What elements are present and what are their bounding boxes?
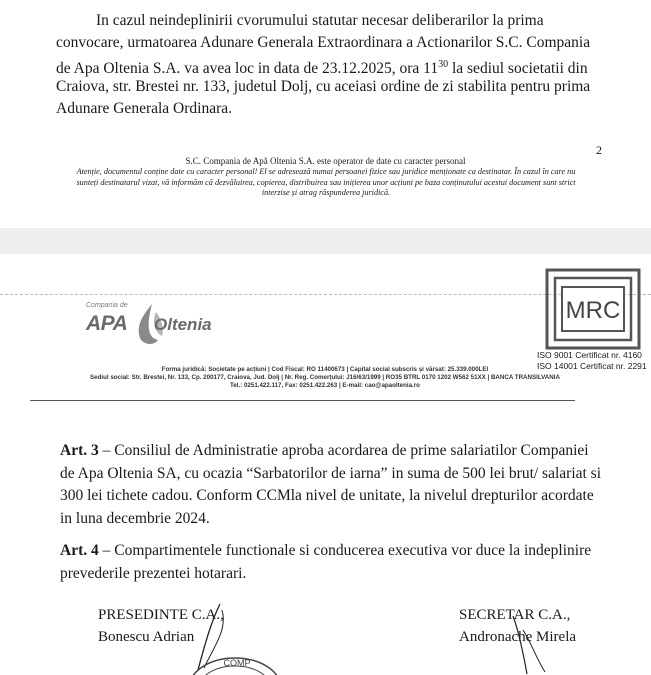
paragraph-line-4: Craiova, str. Brestei nr. 133, judetul Dolj, cu aceiasi ordine de zi stabilita pentru prima bbox=[56, 78, 591, 95]
article-4-label: Art. 4 bbox=[60, 542, 99, 559]
article-3-label: Art. 3 bbox=[60, 442, 99, 459]
page-gap bbox=[0, 228, 651, 254]
logo-apa-text: APA bbox=[86, 312, 128, 335]
footer-note-line-1: Atenție, documentul conține date cu caracter personal! El se adresează numai persoanei fizice sau juridice menționate ca destinatar. În cazul în care nu bbox=[76, 167, 576, 176]
president-title: PRESEDINTE C.A., bbox=[98, 607, 224, 623]
company-stamp bbox=[185, 646, 285, 675]
article-4-line-2: prevederile prezentei hotarari. bbox=[60, 564, 247, 582]
iso-9001: ISO 9001 Certificat nr. 4160 bbox=[537, 350, 642, 360]
paragraph-line-3: de Apa Oltenia S.A. va avea loc in data de 23.12.2025, ora 11 bbox=[56, 60, 439, 78]
stamp-text: COMP bbox=[223, 658, 251, 668]
article-3 bbox=[60, 440, 608, 530]
paragraph-line-5: Adunare Generala Ordinara. bbox=[56, 100, 233, 117]
apa-oltenia-logo bbox=[80, 302, 240, 348]
company-info-line-1: Forma juridică: Societate pe acțiuni | Cod Fiscal: RO 11400673 | Capital social subscris și vărsat: 25.339.000LEI bbox=[161, 366, 489, 373]
article-4-line-1: – Compartimentele functionale si conducerea executiva vor duce la indeplinire bbox=[102, 542, 592, 559]
article-3-line-3: 300 lei tichete cadou. Conform CCMla nivel de unitate, la nivelul drepturilor acordate bbox=[60, 487, 594, 504]
secretary-title: SECRETAR C.A., bbox=[459, 607, 571, 623]
footer-title: S.C. Compania de Apă Oltenia S.A. este operator de date cu caracter personal bbox=[185, 156, 466, 166]
paragraph-line-2: convocare, urmatoarea Adunare Generala Extraordinara a Actionarilor S.C. Compania bbox=[56, 34, 591, 51]
iso-14001: ISO 14001 Certificat nr. 2291 bbox=[537, 361, 647, 371]
logo-oltenia-text: Oltenia bbox=[154, 315, 212, 334]
company-info-line-3: Tel.: 0251.422.117, Fax: 0251.422.263 | E-mail: cao@apaoltenia.ro bbox=[230, 382, 420, 390]
article-3-line-1: – Consiliul de Administratie aproba acordarea de prime salariatilor Companiei bbox=[102, 442, 589, 459]
company-info-line-2: Sediul social: Str. Brestei, Nr. 133, Cp. 200177, Craiova, Jud. Dolj | Nr. Reg. Comerțului: J16/63/1999 | RO35 BTRL 0170 1202 W562 51XX | BANCA TRANSILVANIA bbox=[90, 374, 560, 382]
document-page-top bbox=[0, 0, 651, 228]
mrc-certification-logo bbox=[545, 268, 641, 350]
article-3-line-2: de Apa Oltenia SA, cu ocazia “Sarbatorilor de iarna” in suma de 500 lei brut/ salariat si bbox=[60, 464, 602, 482]
footer-note-line-3: interzise și atrag răspunderea juridică. bbox=[261, 188, 391, 197]
article-3-line-4: in luna decembrie 2024. bbox=[60, 509, 210, 527]
president-name: Bonescu Adrian bbox=[98, 629, 195, 645]
paragraph-line-3-tail: la sediul societatii din bbox=[448, 60, 588, 78]
page-number: 2 bbox=[596, 143, 602, 157]
mrc-text: MRC bbox=[565, 297, 621, 324]
convocation-paragraph bbox=[56, 10, 608, 32]
article-4 bbox=[60, 540, 608, 585]
secretary-signature-scribble bbox=[505, 612, 555, 675]
footer-note bbox=[56, 167, 596, 199]
company-info bbox=[30, 366, 620, 391]
paragraph-line-1: In cazul neindeplinirii cvorumului statutar necesar deliberarilor la prima bbox=[96, 12, 544, 29]
letterhead-rule bbox=[30, 400, 575, 401]
time-superscript: 30 bbox=[438, 59, 449, 70]
footer-note-line-2: sunteți destinatarul vizat, vă informăm că dezvăluirea, copierea, distribuirea sau inițierea unor acțiuni pe baza conținutului acestui document sunt strict bbox=[76, 177, 576, 187]
secretary-name: Andronache Mirela bbox=[459, 629, 577, 645]
logo-small-text: Compania de bbox=[86, 302, 128, 309]
document-page-bottom bbox=[0, 254, 651, 675]
